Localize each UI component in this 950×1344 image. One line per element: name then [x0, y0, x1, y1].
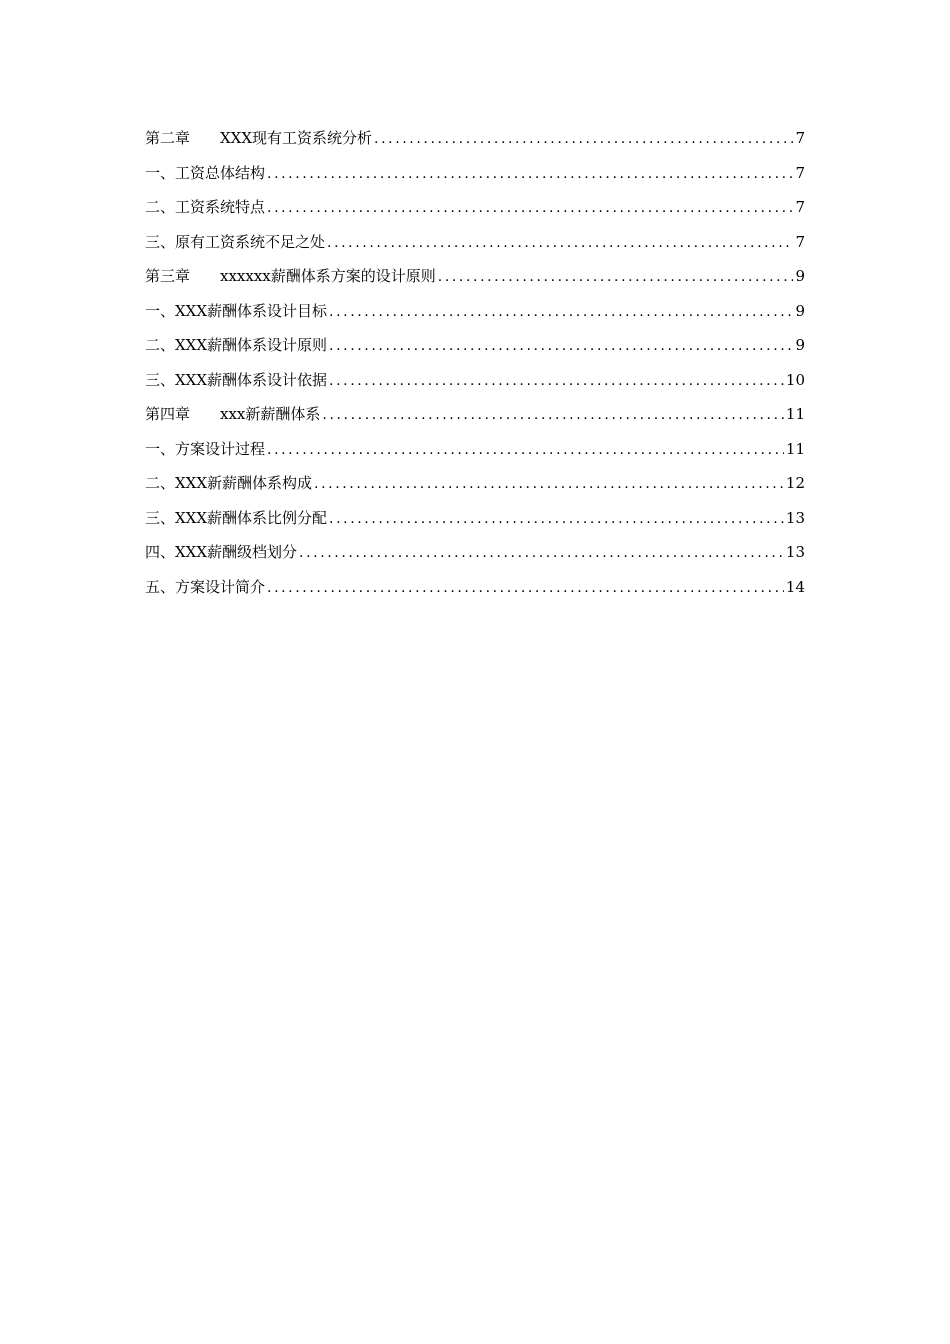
- toc-dot-leader: [329, 506, 784, 532]
- toc-entry-chapter-3[interactable]: [145, 263, 805, 298]
- toc-dot-leader: [438, 264, 794, 290]
- toc-entry-page: 11: [785, 439, 805, 458]
- toc-dot-leader: [299, 540, 784, 566]
- toc-entry-title: 二、XXX薪酬体系设计原则: [145, 336, 328, 354]
- toc-entry-page: 13: [785, 543, 805, 561]
- toc-entry-page: 7: [795, 232, 805, 251]
- toc-entry-chapter-4[interactable]: [145, 401, 805, 436]
- toc-dot-leader: [329, 333, 793, 359]
- toc-entry-page: 12: [785, 474, 805, 492]
- toc-entry-page: 9: [795, 336, 805, 354]
- toc-entry-title: 三、XXX薪酬体系设计依据: [145, 370, 328, 389]
- toc-dot-leader: [329, 368, 784, 394]
- toc-entry[interactable]: [145, 194, 805, 229]
- toc-dot-leader: [267, 575, 784, 601]
- toc-dot-leader: [314, 471, 784, 497]
- toc-entry[interactable]: [145, 539, 805, 574]
- toc-entry-page: 13: [785, 508, 805, 527]
- toc-dot-leader: [327, 230, 793, 256]
- toc-entry[interactable]: [145, 574, 805, 609]
- toc-dot-leader: [322, 402, 784, 428]
- toc-entry-page: 9: [795, 267, 805, 285]
- toc-entry[interactable]: [145, 160, 805, 195]
- toc-entry-title: 五、方案设计简介: [145, 577, 266, 596]
- toc-entry-chapter-2[interactable]: [145, 125, 805, 160]
- toc-entry-title: 一、工资总体结构: [145, 163, 266, 182]
- toc-entry-title: 一、XXX薪酬体系设计目标: [145, 301, 328, 320]
- table-of-contents: [145, 125, 805, 608]
- toc-entry-title: 二、工资系统特点: [145, 198, 266, 216]
- toc-entry-page: 11: [785, 405, 805, 423]
- toc-entry-title: 一、方案设计过程: [145, 439, 266, 458]
- toc-dot-leader: [329, 299, 793, 325]
- toc-entry-title: 二、XXX新薪酬体系构成: [145, 474, 313, 492]
- toc-dot-leader: [267, 195, 793, 221]
- toc-dot-leader: [374, 126, 793, 152]
- toc-entry-title: 三、XXX薪酬体系比例分配: [145, 508, 328, 527]
- toc-entry[interactable]: [145, 332, 805, 367]
- toc-entry[interactable]: [145, 229, 805, 264]
- toc-entry[interactable]: [145, 436, 805, 471]
- toc-dot-leader: [267, 161, 793, 187]
- toc-entry-title: 三、原有工资系统不足之处: [145, 232, 326, 251]
- toc-dot-leader: [267, 437, 784, 463]
- toc-entry[interactable]: [145, 298, 805, 333]
- toc-entry[interactable]: [145, 505, 805, 540]
- toc-entry-title: 四、XXX薪酬级档划分: [145, 543, 298, 561]
- toc-entry-page: 9: [795, 301, 805, 320]
- toc-entry-page: 7: [795, 129, 805, 147]
- toc-entry-title: 第三章 xxxxxx薪酬体系方案的设计原则: [145, 267, 436, 285]
- toc-entry[interactable]: [145, 367, 805, 402]
- toc-entry[interactable]: [145, 470, 805, 505]
- toc-entry-title: 第二章 XXX现有工资系统分析: [145, 129, 373, 147]
- toc-entry-page: 7: [795, 163, 805, 182]
- toc-entry-page: 14: [785, 577, 805, 596]
- toc-entry-title: 第四章 xxx新薪酬体系: [145, 405, 321, 423]
- toc-entry-page: 7: [795, 198, 805, 216]
- toc-entry-page: 10: [785, 370, 805, 389]
